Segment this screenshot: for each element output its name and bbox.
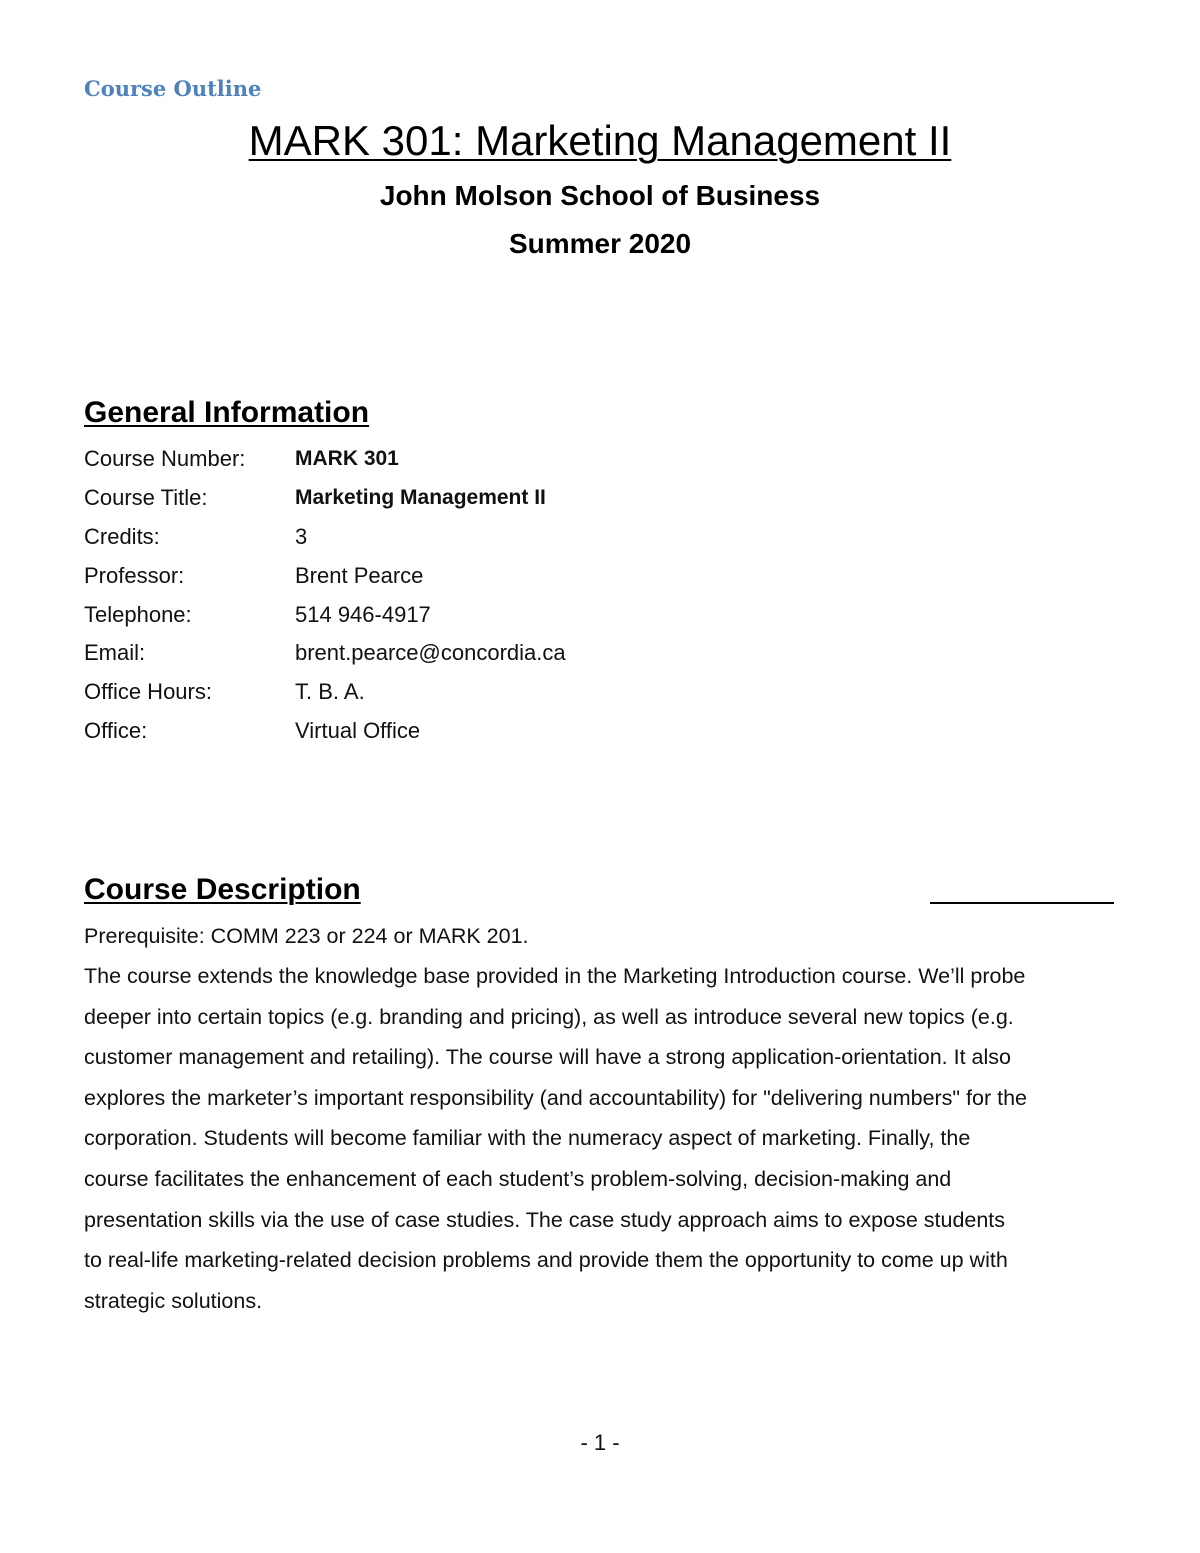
description-line: explores the marketer’s important responsibility (and accountability) for "delivering numbers" for the bbox=[84, 1085, 1027, 1110]
description-line: customer management and retailing). The course will have a strong application-orientation. It also bbox=[84, 1045, 1011, 1070]
general-information-heading: General Information bbox=[84, 396, 370, 429]
description-line: corporation. Students will become familiar with the numeracy aspect of marketing. Finally, the bbox=[84, 1126, 971, 1151]
info-row-credits bbox=[84, 518, 566, 557]
course-description-paragraph bbox=[84, 956, 1124, 1321]
prerequisite-text: Prerequisite: COMM 223 or 224 or MARK 201. bbox=[84, 924, 529, 948]
info-value: Marketing Management II bbox=[295, 486, 546, 510]
info-value: 3 bbox=[295, 523, 308, 549]
info-value: 514 946-4917 bbox=[295, 601, 431, 627]
info-value: Virtual Office bbox=[295, 717, 421, 743]
info-row-email bbox=[84, 634, 566, 673]
description-line: to real-life marketing-related decision problems and provide them the opportunity to come up with bbox=[84, 1248, 1008, 1273]
general-information-table bbox=[84, 440, 566, 750]
info-value: Brent Pearce bbox=[295, 562, 424, 588]
info-row-telephone bbox=[84, 595, 566, 634]
info-key: Course Title: bbox=[84, 485, 208, 511]
info-value: MARK 301 bbox=[295, 447, 399, 471]
page-number: - 1 - bbox=[580, 1430, 620, 1455]
term-label: Summer 2020 bbox=[508, 228, 692, 259]
email-value: brent.pearce@concordia.ca bbox=[295, 640, 566, 666]
info-row-office bbox=[84, 712, 566, 751]
info-key: Office: bbox=[84, 717, 148, 743]
info-key: Office Hours: bbox=[84, 679, 212, 705]
info-row-office-hours bbox=[84, 673, 566, 712]
info-value: T. B. A. bbox=[295, 679, 365, 705]
description-line: presentation skills via the use of case studies. The case study approach aims to expose students bbox=[84, 1207, 1006, 1232]
document-header-label: Course Outline bbox=[84, 76, 262, 101]
info-row-course-number bbox=[84, 440, 566, 479]
description-line: strategic solutions. bbox=[84, 1288, 263, 1313]
info-key: Professor: bbox=[84, 562, 185, 588]
heading-rule-divider bbox=[930, 902, 1114, 904]
info-row-professor bbox=[84, 556, 566, 595]
info-key: Credits: bbox=[84, 523, 160, 549]
course-description-heading: Course Description bbox=[84, 873, 361, 906]
info-key: Email: bbox=[84, 640, 146, 666]
course-title: MARK 301: Marketing Management II bbox=[248, 117, 952, 164]
info-key: Course Number: bbox=[84, 446, 246, 472]
description-line: deeper into certain topics (e.g. branding and pricing), as well as introduce several new topics (e.g. bbox=[84, 1004, 1014, 1029]
description-line: course facilitates the enhancement of each student’s problem-solving, decision-making and bbox=[84, 1166, 952, 1191]
info-row-course-title bbox=[84, 479, 566, 518]
description-line: The course extends the knowledge base provided in the Marketing Introduction course. We’ll probe bbox=[84, 964, 1026, 988]
school-name: John Molson School of Business bbox=[379, 180, 821, 211]
info-key: Telephone: bbox=[84, 601, 192, 627]
